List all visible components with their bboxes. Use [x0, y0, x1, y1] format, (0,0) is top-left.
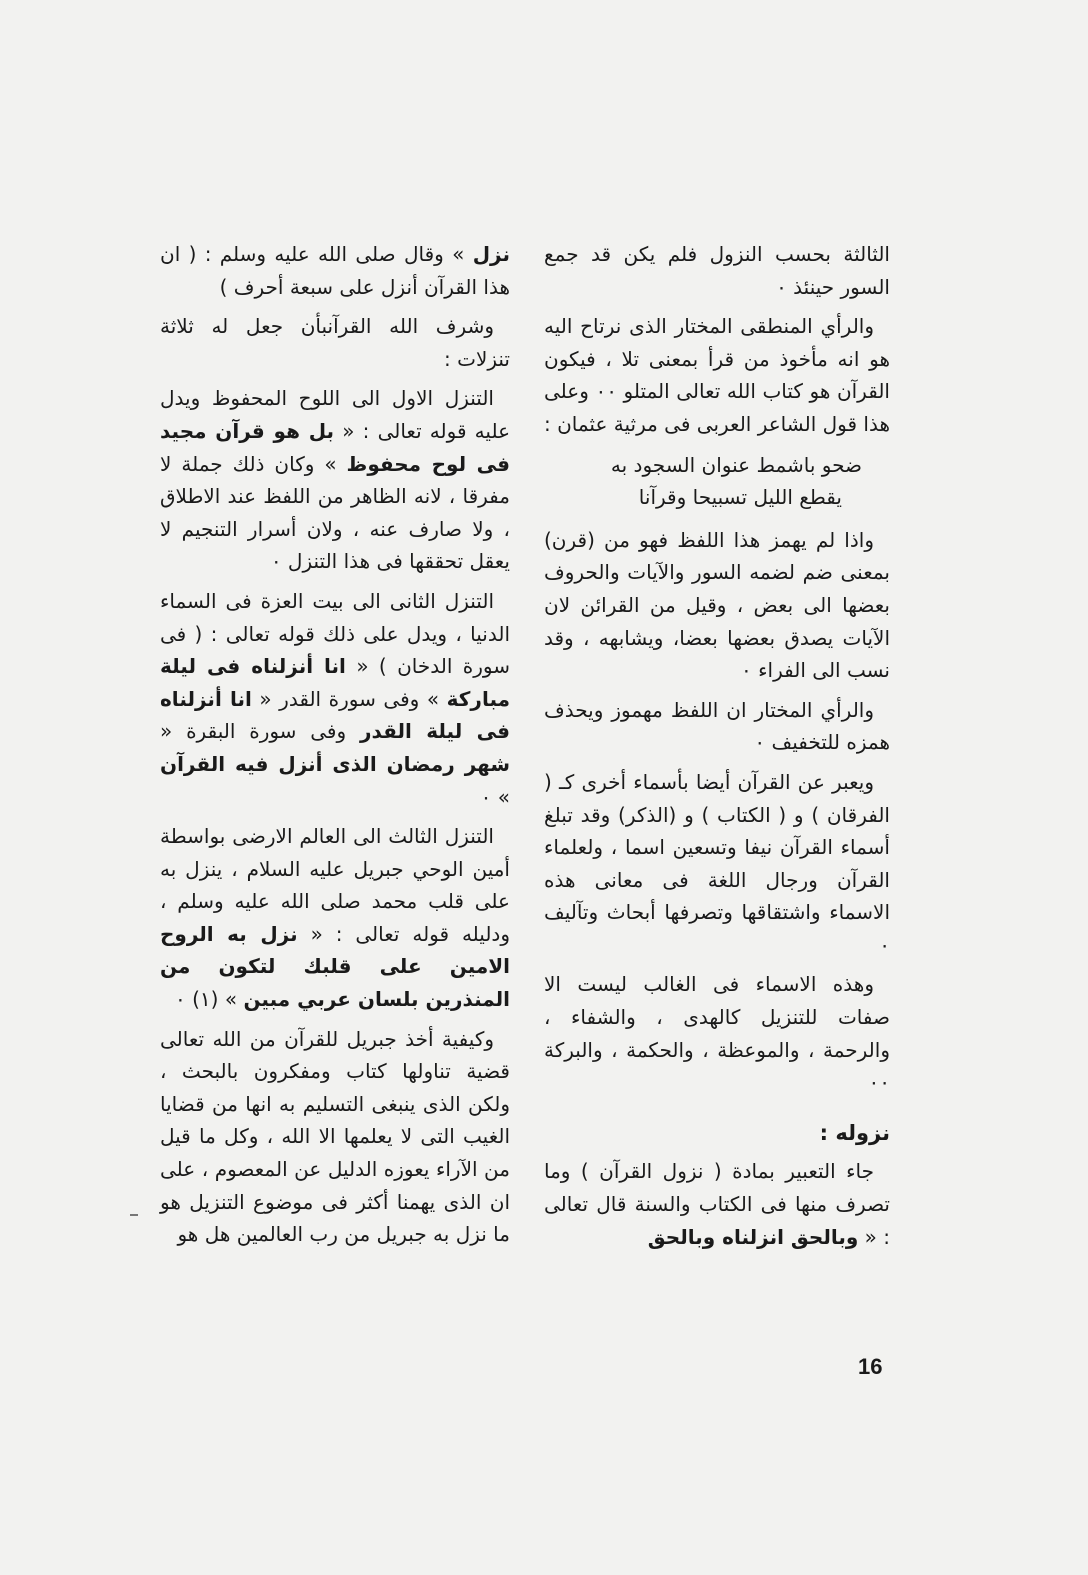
- paragraph-text: التنزل الثانى الى بيت العزة فى السماء الدنيا ، ويدل على ذلك قوله تعالى : ( فى سورة الدخان ) «: [160, 588, 511, 679]
- quran-quote: نزل به الروح الامين على قلبك لتكون من المنذرين بلسان عربي مبين: [160, 921, 510, 1012]
- paragraph: [544, 310, 890, 440]
- paragraph-text: » وقال صلى الله عليه وسلم : ( ان هذا القرآن أنزل على سبعة أحرف ): [160, 242, 510, 299]
- paragraph: [160, 238, 510, 303]
- paragraph-text: » وكان ذلك جملة لا مفرقا ، لانه الظاهر من اللفظ عند الاطلاق ، ولا صارف عنه ، ولان أسرار التنجيم لا يعقل تحققها فى هذا التنزل ٠: [160, 451, 510, 574]
- paragraph-text: » (١) ٠: [175, 987, 238, 1012]
- scan-mark: [130, 1214, 138, 1216]
- paragraph-text: وهذه الاسماء فى الغالب ليست الا صفات للتنزيل كالهدى ، والشفاء ، والرحمة ، والموعظة ، والحكمة ، والبركة ٠٠: [544, 972, 890, 1095]
- paragraph-text: التنزل الثالث الى العالم الارضى بواسطة أمين الوحي جبريل عليه السلام ، ينزل به على قلب محمد صلى الله عليه وسلم ، ودليله قوله تعالى : «: [160, 824, 510, 946]
- page-number: 16: [858, 1354, 883, 1379]
- paragraph-text: » وفى سورة القدر «: [259, 686, 440, 711]
- paragraph: [160, 585, 510, 813]
- paragraph-text: والرأي المنطقى المختار الذى نرتاح اليه هو انه مأخوذ من قرأ بمعنى تلا ، فيكون القرآن هو كتاب الله تعالى المتلو ٠٠ وعلى هذا قول الشاعر العربى فى مرثية عثمان :: [543, 314, 890, 436]
- right-column: [544, 238, 890, 1260]
- paragraph-text: ويعبر عن القرآن أيضا بأسماء أخرى كـ ( الفرقان ) و ( الكتاب ) و (الذكر) وقد تبلغ أسماء القرآن نيفا وتسعين اسما ، ولعلماء القرآن ورجال اللغة فى معانى هذه الاسماء واشتقاقها وتصرفها أبحاث وتآليف ٠: [544, 769, 890, 957]
- section-heading: نزوله :: [819, 1120, 890, 1145]
- paragraph-text: وشرف الله القرآنبأن جعل له ثلاثة تنزلات :: [160, 314, 510, 371]
- quran-quote: انا أنزلناه فى ليلة مباركة: [160, 654, 511, 711]
- paragraph: [160, 1023, 510, 1251]
- paragraph-text: جاء التعبير بمادة ( نزول القرآن ) وما تصرف منها فى الكتاب والسنة قال تعالى : «: [544, 1159, 890, 1249]
- verse-line: ضحو باشمط عنوان السجود به: [610, 452, 862, 477]
- quran-quote: وبالحق انزلناه وبالحق: [647, 1224, 859, 1249]
- verse-line: يقطع الليل تسبيحا وقرآنا: [638, 485, 842, 510]
- paragraph-text: » ٠: [480, 784, 510, 809]
- paragraph: [544, 694, 890, 759]
- quran-quote: بل هو قرآن مجيد فى لوح محفوظ: [160, 418, 510, 476]
- paragraph-text: وكيفية أخذ جبريل للقرآن من الله تعالى قضية تناولها كتاب ومفكرون بالبحث ، ولكن الذى ينبغى التسليم به انها من قضايا الغيب التى لا يعلمها الا الله ، وكل ما قيل من الآراء يعوزه الدليل عن المعصوم ، على ان الذى يهمنا أكثر فى موضوع التنزيل هو ما نزل به جبريل من رب العالمين هل هو: [160, 1026, 510, 1247]
- paragraph-text: واذا لم يهمز هذا اللفظ فهو من (قرن) بمعنى ضم لضمه السور والآيات والحروف بعضها الى بعض ، وقيل من القرائن لان الآيات يصدق بعضها بعضا، ويشابهه ، وقد نسب الى الفراء ٠: [544, 527, 890, 683]
- paragraph-text: والرأي المختار ان اللفظ مهموز ويحذف همزه للتخفيف ٠: [544, 697, 890, 755]
- poem-verse: [544, 449, 890, 514]
- left-column: [160, 238, 510, 1258]
- quran-quote: انا أنزلناه فى ليلة القدر: [160, 686, 510, 744]
- paragraph: [160, 310, 510, 375]
- paragraph-text: التنزل الاول الى اللوح المحفوظ ويدل عليه قوله تعالى : «: [160, 386, 510, 443]
- paragraph: [160, 382, 510, 578]
- paragraph: [544, 524, 890, 687]
- quran-quote: نزل: [472, 242, 511, 266]
- paragraph: [544, 1155, 890, 1253]
- paragraph-text: وفى سورة البقرة «: [160, 719, 347, 744]
- paragraph: [544, 238, 890, 303]
- paragraph: [544, 766, 890, 962]
- paragraph: [160, 820, 510, 1016]
- paragraph: [544, 968, 890, 1098]
- quran-quote: شهر رمضان الذى أنزل فيه القرآن: [160, 751, 510, 776]
- paragraph-text: الثالثة بحسب النزول فلم يكن قد جمع السور حينئذ ٠: [544, 242, 890, 299]
